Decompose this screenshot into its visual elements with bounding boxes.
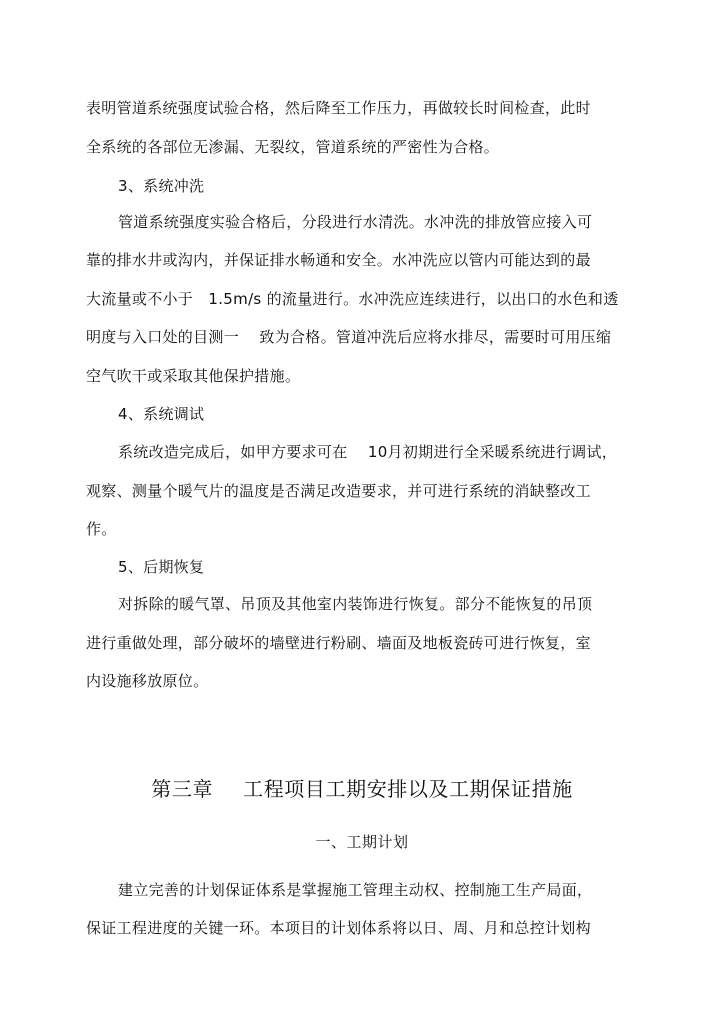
paragraph-line: 管道系统强度实验合格后，分段进行水清洗。水冲洗的排放管应接入可 xyxy=(118,213,593,231)
paragraph-line: 空气吹干或采取其他保护措施。 xyxy=(86,367,301,385)
paragraph-line: 进行重做处理，部分破坏的墙壁进行粉刷、墙面及地板瓷砖可进行恢复，室 xyxy=(86,634,591,652)
paragraph-line: 保证工程进度的关键一环。本项目的计划体系将以日、周、月和总控计划构 xyxy=(86,919,591,937)
paragraph-line: 明度与入口处的目测一 致为合格。管道冲洗后应将水排尽，需要时可用压缩 xyxy=(86,328,612,346)
paragraph-line: 系统改造完成后，如甲方要求可在 10月初期进行全采暖系统进行调试， xyxy=(118,443,618,461)
chapter-title: 工程项目工期安排以及工期保证措施 xyxy=(243,777,573,801)
paragraph-line: 靠的排水井或沟内，并保证排水畅通和安全。水冲洗应以管内可能达到的最 xyxy=(86,251,591,269)
paragraph-line: 作。 xyxy=(86,520,117,538)
paragraph-line: 全系统的各部位无渗漏、无裂纹，管道系统的严密性为合格。 xyxy=(86,138,500,156)
chapter-number: 第三章 xyxy=(151,777,214,801)
subheading-later-restoration: 5、后期恢复 xyxy=(118,558,205,576)
paragraph-line: 内设施移放原位。 xyxy=(86,672,209,690)
subheading-system-flushing: 3、系统冲洗 xyxy=(118,177,205,195)
section-heading: 一、工期计划 xyxy=(315,833,409,851)
paragraph-line: 大流量或不小于 1.5m/s 的流量进行。水冲洗应连续进行，以出口的水色和透 xyxy=(86,290,619,308)
paragraph-line: 表明管道系统强度试验合格，然后降至工作压力，再做较长时间检查，此时 xyxy=(86,99,591,117)
chapter-heading xyxy=(0,776,724,802)
paragraph-line: 建立完善的计划保证体系是掌握施工管理主动权、控制施工生产局面， xyxy=(118,881,593,899)
subheading-system-debugging: 4、系统调试 xyxy=(118,405,205,423)
paragraph-line: 观察、测量个暖气片的温度是否满足改造要求，并可进行系统的消缺整改工 xyxy=(86,482,591,500)
paragraph-line: 对拆除的暖气罩、吊顶及其他室内装饰进行恢复。部分不能恢复的吊顶 xyxy=(118,595,593,613)
